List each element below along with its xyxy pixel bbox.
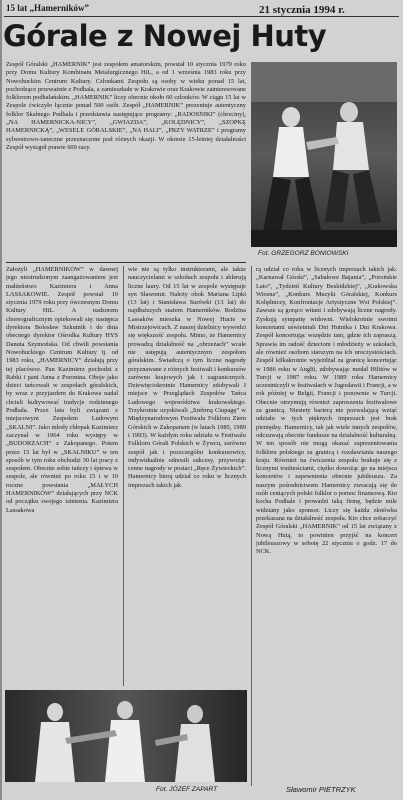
- section-header: 15 lat „Hamerników”: [6, 3, 89, 13]
- intro-paragraph: [6, 61, 246, 249]
- photo-credit-bottom: Fot. JÓZEF ZAPART: [156, 786, 218, 793]
- author-byline: Sławomir PIETRZYK: [286, 785, 356, 794]
- column-divider-1: [123, 266, 124, 686]
- photo-musicians: [5, 690, 247, 782]
- article-column-3: [256, 266, 397, 778]
- scan-edge: [0, 0, 2, 800]
- article-column-2: [128, 266, 246, 706]
- column-3-text: rą udział co roku w licznych imprezach takich jak: „Karnawał Górski”, „Sabałowe Bajania”, „Porońskie Lato”, „Tydzień Kultury Beskidzkiej”, „Krakowska Wiosna”, „Konkurs Muzyki Góralskiej, Konkurs Kolędniczy, Konfrontacje Artystyczne Wsi Polskiej”. Zawsze są gorąco witani i zdobywają liczne nagrody. Zyskują sympatię widowni. Wielokrotnie swoimi koncertami uświetniali Dni Hutnika i Dni Krakowa. Zespół koncertując wszędzie tam, gdzie ich zapraszą. Sprawia im radość dzieciom i młodzieży w szkołach, ale również osobom starszym na ich uroczystościach. Zespół kilkakrotnie wyjeżdżał za granicę koncertując w 1986 roku w Anglii, zdobywając medal Hilitów w Turcji w 1987 roku. W 1989 roku Hamernicy uczestniczyli w festiwalach w Jugosławii i Francji, a w rok później w Belgii, Francji i ponownie w Turcji. Obecnie otrzymują również zaproszenia festiwalowe za granicą. Niestety barierą nie pozwalającą wziąć udziału w tych pięknych imprezach jest brak pieniędzy. Hamernicy, tak jak wiele innych zespołów, odczuwają obecnie fundusze na działalność kulturalną. W ten sposób nie mogą okazać zaprezentowania folkloru polskiego za granicą i rozsławiania naszego kraju. Również na ćwiczenia zespołu brakuje się z licznymi trudnościami, ciężko dowożąc go na miejsca koncertów i zapewnienia obecnie jubileuszu. Za naszym pośrednictwem Hamernicy zwracają się do osób ceniących polski folklor o pomoc finansową. Kto kocha Podhale i prowadzi taką firmę, będzie mile widziany jako sponsor. Liczy się każda złotówka przekazana na działalność zespołu. Kto chce zobaczyć Zespół Góralski „HAMERNIK” od 15 lat związany z Nową Hutą, to powinien przyjść na koncert jubileuszowy w sobotę 22 stycznia o godz. 17 do NCK.: [256, 266, 397, 556]
- section-rule: [6, 262, 246, 263]
- photo-credit-top: Fot. GRZEGORZ BONIOWSKI: [258, 250, 349, 257]
- issue-date: 21 stycznia 1994 r.: [259, 4, 345, 16]
- column-1-text: Założyli „HAMERNIKÓW” w dawnej jego niestrudzonym zaangażowaniem jest małżeństwo Kazimiera i Anna LASSAKOWIE. Zespół powstał 10 stycznia 1979 roku przy ówczesnym Domu Kultury HiL. A nadzorem choreograficznym opiekowali się: następca dyrektora Bolesław Szkutnik i do dnia obecnego dyrektor Ośrodka Kultury HYS Danuta Szymońska. Od chwili powstania Nowohuckiego Centrum Kultury tj. od 1983 roku, „HAMERNICY” działają przy tej placówce. Pan Kazimierz pochodzi z Rabki i pani Anna z Poronina. Oboje jako dzieci tańcowali w zespołach góralskich, by wraz z przyjazdem do Krakowa nadal chcieli kultywować tradycje rodzinnego Podhala. Przez lata byli związani z miejscowym Zespołem Ludowym „SKALNI”. Jako młody chłopak Kazimierz zaczynał w 1964 roku występy w „BUDORZACH” z Zakopanego. Potem przez 15 lat był w „SKALNIKU” w ten sposób w tym roku obchodzi 30 lat pracy z zespołem. Obecnie sobie tańczy i śpiewa w zespole, ale również po roku 15 i w 10 roczne powstania „MAŁYCH HAMERNIKÓW” działających przy NCK od początku swojego istnienia. Kazimiera Lassakowa: [6, 266, 118, 514]
- column-divider-2: [251, 266, 252, 786]
- photo-dancers-image: [251, 62, 397, 247]
- article-headline: Górale z Nowej Huty: [3, 19, 327, 53]
- photo-musicians-image: [5, 690, 247, 782]
- column-2-text: wie nie są tylko instruktorami, ale także nauczycielami w szkołach zespołu i ablerują liczne laury. Od 15 lat w zespole występuje syn Sławomir. Należy obok Mariana Lipki (13 lat) i Stanisława Surówki (13 lat) do najdłuższych stażem Hamerników. Rodzina Lassaków mieszka w Nowej Hucie w Mistrzejowicach. Z naszej dzielnicy wywodzi się większość zespołu. Mimo, że Hamernicy prowadzą działalność na „obrzeżach” wcale nie ustępują autentycznym zespołom góralskim. Świadczą o tym liczne nagrody przyznawane z różnych festiwali i konkursów zarówno krajowych jak i zagranicznych. Dziewięciokrotnie Hamernicy zdobywali I miejsce w Przeglądach Zespołów Tańca Ludowego województwa krakowskiego. Trzykrotnie uzyskiwali „Srebrną Ciupagę” w Międzynarodowym Festiwalu Folkloru Ziem Górskich w Zakopanem (w latach 1985, 1989 i 1993). W każdym roku udziału w Festiwalu Folkloru Górali Polskich w Żywcu, zarówno zespół jak i poszczególni konkursowicy, indywidualnie odnosili sukcesy, przywożąc cenne nagrody w postaci „Ręce Żywieckich”. Hamernicy biorą udział co roku w licznych imprezach takich jak: [128, 266, 246, 489]
- article-column-1: [6, 266, 118, 686]
- intro-text: Zespół Góralski „HAMERNIK” jest zespołem amatorskim, powstał 10 stycznia 1979 roku przy Domu Kultury Kombinatu Metalurgicznego HiL, a od 1 września 1983 roku przy Nowohuckim Centrum Kultury. Członkami Zespołu są osoby w wieku ponad 15 lat, pochodzące przeważnie z Podhala, a zamieszkałe w Krakowie oraz Krakowie zainteresowane folklorem podhalańskim. „HAMERNIK” liczy obecnie około 60 członków. W ciągu 15 lat w Zespole ćwiczyło łącznie ponad 500 osób. Zespół „HAMERNIK” prezentuje autentyczny folklor Skalnego Podhala i przedstawia następujące programy: „RADOSNIKI” (chrzciny), „NA HAMERNICKA-NICY”, „GWIAZDA”, „KOLĘDNICY”, „SZOPKĘ HAMERNICKĄ”, „WESELE GÓRALSKIE”, „NA HALI”, „PRZY WATRZE” i programy sylwestrowo-taneczne przeznaczone pod różnych okazji. W okresie 15-letniej działalności Zespół wystąpił prawie 600 razy.: [6, 61, 246, 151]
- header-rule: [4, 16, 399, 17]
- photo-dancers: [251, 62, 397, 247]
